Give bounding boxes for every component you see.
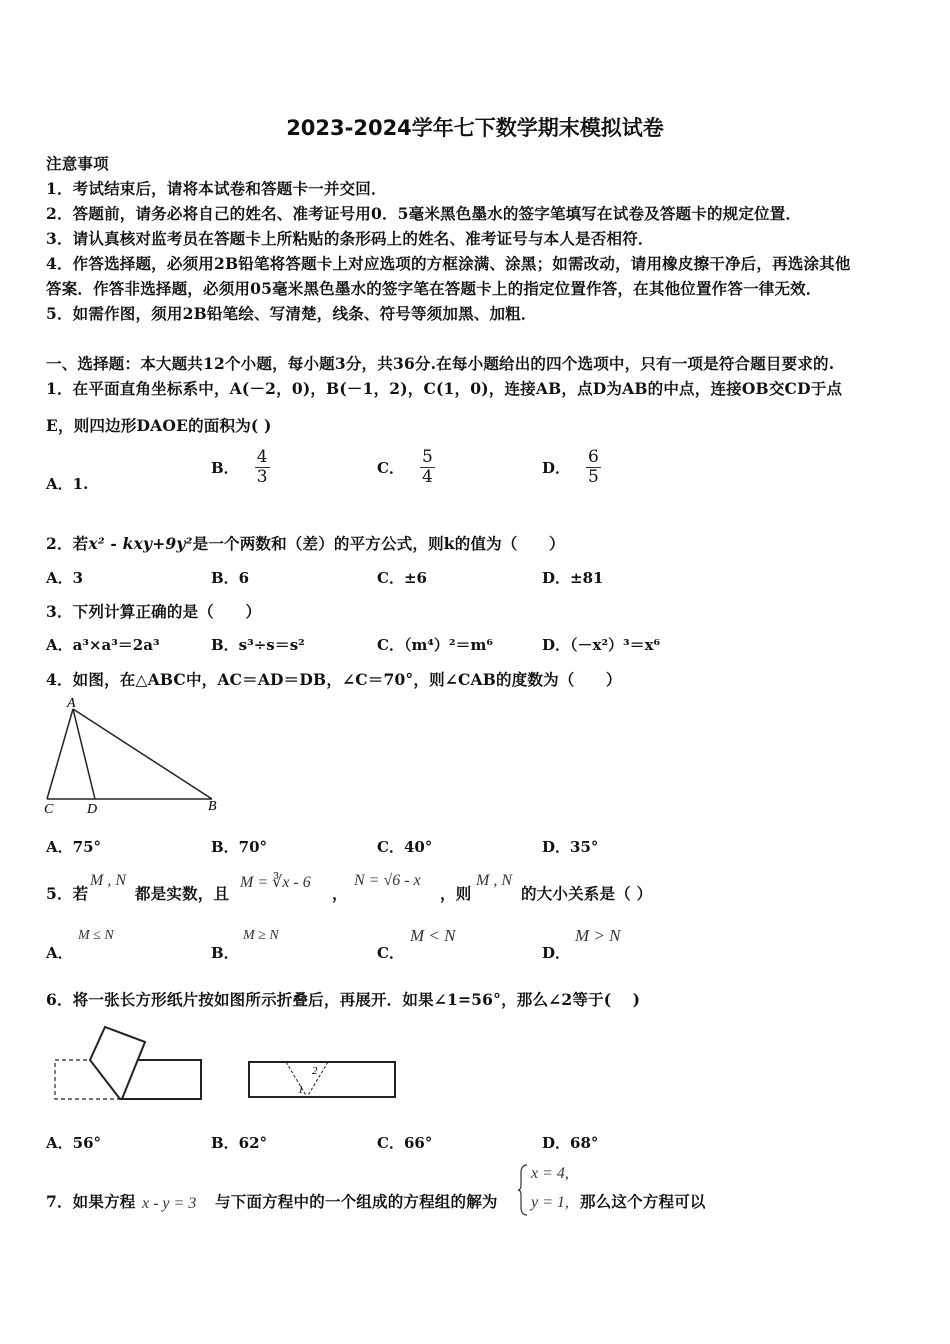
- q1-option-a: A．1.: [46, 475, 89, 493]
- q7-brace: [517, 1163, 529, 1217]
- q4-option-b: B．70°: [211, 838, 268, 856]
- q5-option-a-label: A．: [46, 944, 73, 962]
- q2-option-c: C．±6: [377, 569, 427, 587]
- q7-stem-end: 那么这个方程可以: [580, 1192, 706, 1211]
- q5-n-expr: N = √6 - x: [354, 872, 421, 889]
- notice-item: 2．答题前，请务必将自己的姓名、准考证号用0．5毫米黑色墨水的签字笔填写在试卷及答题卡的规定位置．: [46, 204, 802, 223]
- section-heading: 一、选择题：本大题共12个小题，每小题3分，共36分.在每小题给出的四个选项中，只有一项是符合题目要求的.: [46, 354, 835, 373]
- page-title: 2023-2024学年七下数学期末模拟试卷: [286, 116, 664, 140]
- q5-stem-then: ，则: [440, 884, 472, 903]
- q6-fold-figure: [50, 1022, 410, 1107]
- q7-system-x: x = 4,: [531, 1165, 569, 1182]
- q1-stem-line1: 1．在平面直角坐标系中，A(－2，0)，B(－1，2)，C(1，0)，连接AB，点D为AB的中点，连接OB交CD于点: [46, 379, 843, 398]
- q6-option-a: A．56°: [46, 1134, 102, 1152]
- q4-stem: 4．如图，在△ABC中，AC＝AD＝DB，∠C＝70°，则∠CAB的度数为（ ）: [46, 670, 622, 689]
- q5-option-d-rel: M > N: [575, 926, 621, 945]
- notice-item: 答案．作答非选择题，必须用05毫米黑色墨水的签字笔在答题卡上的指定位置作答，在其他位置作答一律无效．: [46, 279, 822, 298]
- q1-stem-line2: E，则四边形DAOE的面积为( ): [46, 416, 272, 435]
- q6-option-b: B．62°: [211, 1134, 268, 1152]
- q5-mn: M , N: [90, 872, 126, 889]
- q1-option-b: B． $\frac{4}{3}$: [211, 447, 268, 487]
- q5-stem-end: 的大小关系是（ ）: [521, 884, 653, 903]
- q4-option-d: D．35°: [542, 838, 599, 856]
- q4-option-c: C．40°: [377, 838, 433, 856]
- q3-option-a: A．a³×a³＝2a³: [46, 636, 160, 654]
- q7-stem-mid: 与下面方程中的一个组成的方程组的解为: [215, 1192, 498, 1211]
- q5-mn-2: M , N: [476, 872, 512, 889]
- q6-option-c: C．66°: [377, 1134, 433, 1152]
- q7-equation: x - y = 3: [142, 1195, 197, 1212]
- notice-item: 3．请认真核对监考员在答题卡上所粘贴的条形码上的姓名、准考证号与本人是否相符．: [46, 229, 654, 248]
- q2-option-d: D．±81: [542, 569, 604, 587]
- q6-angle-2-label: 2: [312, 1065, 318, 1077]
- q5-option-c-label: C．: [377, 944, 404, 962]
- notice-heading: 注意事项: [46, 154, 109, 173]
- q6-option-d: D．68°: [542, 1134, 599, 1152]
- notice-item: 5．如需作图，须用2B铅笔绘、写清楚，线条、符号等须加黑、加粗．: [46, 304, 537, 323]
- q4-label-c: C: [44, 802, 54, 817]
- notice-item: 4．作答选择题，必须用2B铅笔将答题卡上对应选项的方框涂满、涂黑；如需改动，请用橡皮擦干净后，再选涂其他: [46, 254, 851, 273]
- q5-m-expr: M = ∛x - 6: [240, 874, 311, 891]
- q5-comma: ，: [332, 884, 348, 903]
- q5-option-b-label: B．: [211, 944, 239, 962]
- q4-triangle-figure: [40, 695, 230, 820]
- q6-angle-1-label: 1: [298, 1084, 304, 1096]
- q2-stem: 2．若x² - kxy+9y²是一个两数和（差）的平方公式，则k的值为（ ）: [46, 534, 565, 553]
- q3-stem: 3．下列计算正确的是（ ）: [46, 602, 262, 621]
- q2-option-a: A．3: [46, 569, 84, 587]
- q4-option-a: A．75°: [46, 838, 102, 856]
- q1-option-d: D． $\frac{6}{5}$: [542, 447, 599, 487]
- q6-stem: 6．将一张长方形纸片按如图所示折叠后，再展开．如果∠1=56°，那么∠2等于( ): [46, 990, 641, 1009]
- q5-stem-text: 都是实数，且: [135, 884, 230, 903]
- q5-option-b-rel: M ≥ N: [243, 928, 279, 943]
- q5-option-a-rel: M ≤ N: [78, 928, 114, 943]
- q7-stem-prefix: 7．如果方程: [46, 1192, 136, 1211]
- q5-option-d-label: D．: [542, 944, 571, 962]
- q1-option-c: C． $\frac{5}{4}$: [377, 447, 433, 487]
- q3-option-c: C．（m⁴）²＝m⁶: [377, 636, 493, 654]
- q2-option-b: B．6: [211, 569, 250, 587]
- q3-option-b: B．s³÷s＝s²: [211, 636, 305, 654]
- q4-label-d: D: [87, 802, 98, 817]
- q5-option-c-rel: M < N: [410, 926, 456, 945]
- q4-label-b: B: [208, 799, 217, 814]
- notice-item: 1．考试结束后，请将本试卷和答题卡一并交回．: [46, 179, 387, 198]
- q4-label-a: A: [67, 696, 76, 711]
- q5-stem-prefix: 5．若: [46, 884, 89, 903]
- q7-system-y: y = 1,: [531, 1194, 569, 1211]
- q3-option-d: D．（－x²）³＝x⁶: [542, 636, 661, 654]
